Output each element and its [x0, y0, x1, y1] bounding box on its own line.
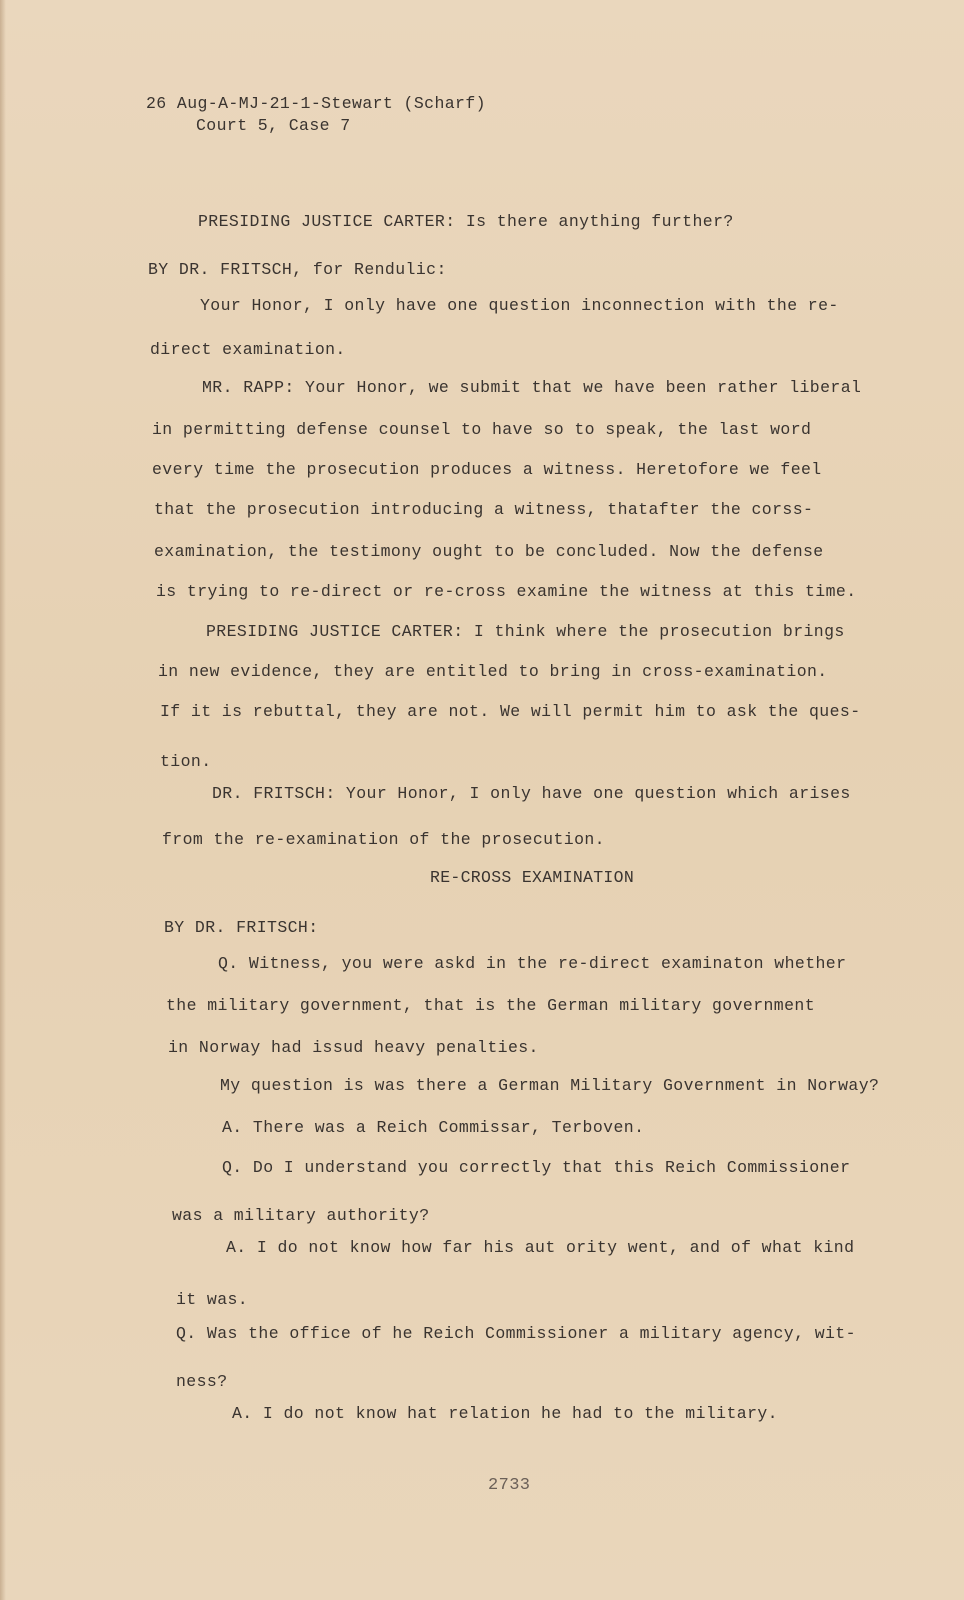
transcript-line: in Norway had issud heavy penalties. — [168, 1038, 539, 1057]
transcript-line: examination, the testimony ought to be concluded. Now the defense — [154, 542, 824, 561]
transcript-line: in new evidence, they are entitled to bring in cross-examination. — [158, 662, 828, 681]
transcript-line: BY DR. FRITSCH, for Rendulic: — [148, 260, 447, 279]
transcript-line: A. I do not know hat relation he had to the military. — [232, 1404, 778, 1423]
transcript-line: it was. — [176, 1290, 249, 1309]
transcript-line: in permitting defense counsel to have so to speak, the last word — [152, 420, 812, 439]
transcript-line: is trying to re-direct or re-cross examine the witness at this time. — [156, 582, 857, 601]
transcript-line: A. I do not know how far his aut ority went, and of what kind — [226, 1238, 855, 1257]
transcript-line: Q. Do I understand you correctly that this Reich Commissioner — [222, 1158, 851, 1177]
transcript-line: the military government, that is the German military government — [166, 996, 816, 1015]
transcript-line: Your Honor, I only have one question inconnection with the re- — [200, 296, 839, 315]
transcript-line: tion. — [160, 752, 212, 771]
transcript-line: every time the prosecution produces a witness. Heretofore we feel — [152, 460, 822, 479]
page-number: 2733 — [488, 1476, 531, 1495]
transcript-line: PRESIDING JUSTICE CARTER: Is there anything further? — [198, 212, 734, 231]
transcript-line: from the re-examination of the prosecution. — [162, 830, 605, 849]
transcript-line: If it is rebuttal, they are not. We will permit him to ask the ques- — [160, 702, 861, 721]
transcript-line: Q. Witness, you were askd in the re-direct examinaton whether — [218, 954, 847, 973]
section-heading: RE-CROSS EXAMINATION — [430, 868, 635, 887]
transcript-line: My question is was there a German Military Government in Norway? — [220, 1076, 880, 1095]
transcript-line: BY DR. FRITSCH: — [164, 918, 319, 937]
transcript-line: direct examination. — [150, 340, 346, 359]
transcript-line: PRESIDING JUSTICE CARTER: I think where the prosecution brings — [206, 622, 845, 641]
transcript-line: ness? — [176, 1372, 228, 1391]
transcript-line: was a military authority? — [172, 1206, 430, 1225]
transcript-line: Q. Was the office of he Reich Commissioner a military agency, wit- — [176, 1324, 856, 1343]
transcript-line: DR. FRITSCH: Your Honor, I only have one question which arises — [212, 784, 851, 803]
header-court: Court 5, Case 7 — [196, 116, 351, 135]
transcript-line: that the prosecution introducing a witness, thatafter the corss- — [154, 500, 814, 519]
transcript-line: A. There was a Reich Commissar, Terboven. — [222, 1118, 645, 1137]
header-reference: 26 Aug-A-MJ-21-1-Stewart (Scharf) — [146, 94, 486, 113]
transcript-line: MR. RAPP: Your Honor, we submit that we have been rather liberal — [202, 378, 862, 397]
